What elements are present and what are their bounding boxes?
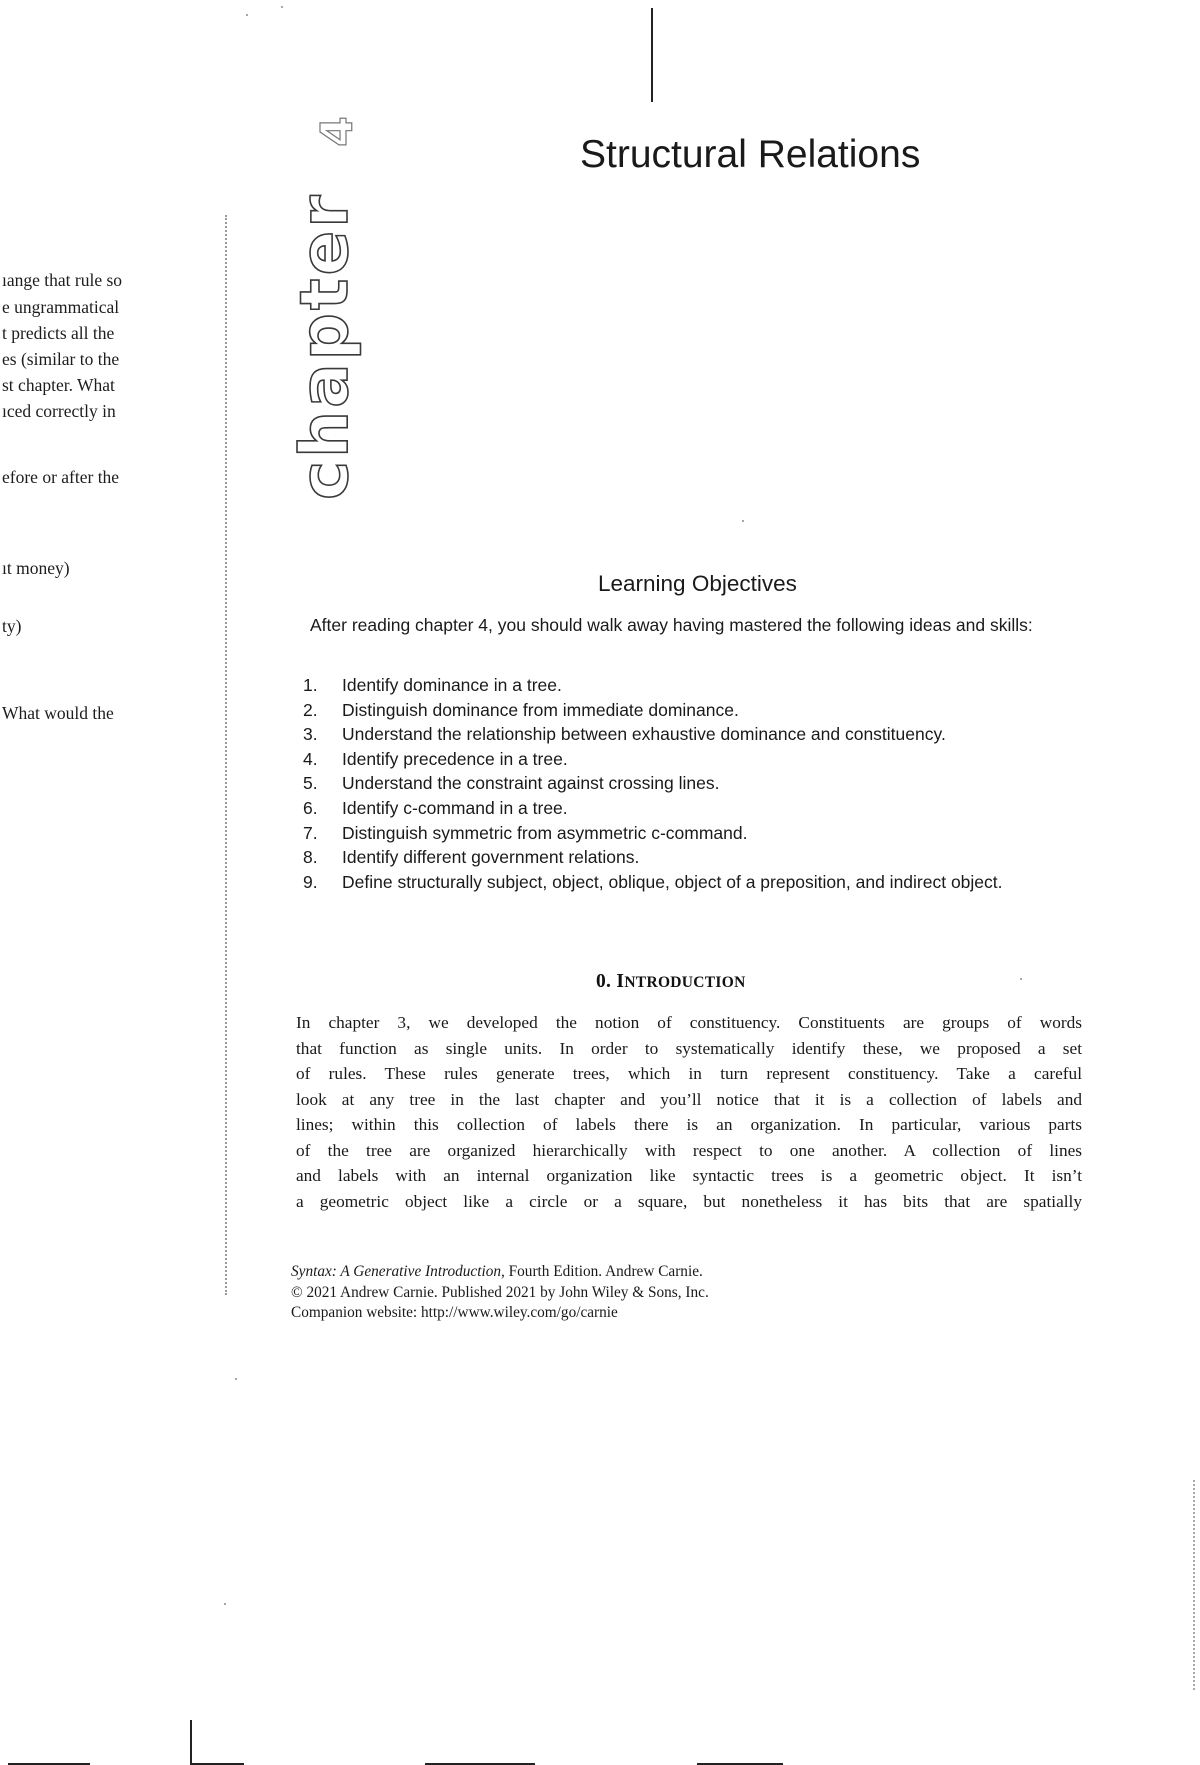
list-item-text: Distinguish dominance from immediate dominance.	[342, 699, 739, 720]
section-heading	[596, 971, 746, 993]
list-item	[303, 673, 1083, 698]
section-title-initial: I	[616, 971, 625, 992]
list-item-text: Define structurally subject, object, oblique, object of a preposition, and indirect object.	[342, 871, 1003, 892]
list-item-number: 1.	[303, 675, 318, 695]
left-page-fragment: e ungrammatical	[2, 297, 120, 317]
left-page-fragment: ty)	[2, 616, 22, 636]
section-number: 0.	[596, 971, 612, 992]
scan-speck	[1020, 978, 1022, 980]
book-title: Syntax: A Generative Introduction,	[291, 1263, 505, 1280]
left-page-fragment: es (similar to the	[2, 349, 120, 369]
chapter-title: Structural Relations	[580, 133, 921, 176]
body-line: of rules. These rules generate trees, which in turn represent constituency. Take a careful	[296, 1064, 1082, 1083]
list-item	[303, 698, 1083, 723]
body-line: lines; within this collection of labels there is an organization. In particular, various parts	[296, 1115, 1082, 1134]
left-page-fragment: ıced correctly in	[2, 401, 116, 421]
copyright-line-2: © 2021 Andrew Carnie. Published 2021 by John Wiley & Sons, Inc.	[291, 1283, 709, 1301]
left-page-fragment: What would the	[2, 703, 114, 723]
scan-speck	[235, 1378, 237, 1380]
list-item-text: Understand the relationship between exhaustive dominance and constituency.	[342, 724, 946, 745]
body-line: look at any tree in the last chapter and you’ll notice that it is a collection of labels and	[296, 1089, 1082, 1109]
scan-speck	[742, 520, 744, 522]
scan-speck	[281, 6, 283, 8]
section-title-smallcaps: NTRODUCTION	[624, 974, 746, 991]
copyright-line-3: Companion website: http://www.wiley.com/go/carnie	[291, 1304, 618, 1321]
copyright-block	[291, 1262, 991, 1324]
body-line: In chapter 3, we developed the notion of constituency. Constituents are groups of words	[296, 1013, 1082, 1032]
chapter-label: chapter	[286, 192, 363, 500]
list-item	[303, 747, 1083, 772]
list-item-text: Identify dominance in a tree.	[342, 675, 562, 695]
learning-objectives-heading: Learning Objectives	[598, 571, 797, 596]
body-line: of the tree are organized hierarchically with respect to one another. A collection of lines	[296, 1140, 1082, 1160]
left-page-fragment: efore or after the	[2, 467, 120, 487]
list-item-text: Identify c-command in a tree.	[342, 797, 568, 818]
list-item-number: 3.	[303, 724, 318, 745]
top-vertical-rule	[651, 8, 653, 102]
left-page-fragment: ıange that rule so	[2, 270, 123, 290]
list-item-text: Understand the constraint against crossing lines.	[342, 773, 720, 794]
body-line: that function as single units. In order to systematically identify these, we proposed a set	[296, 1038, 1082, 1058]
learning-objectives-intro: After reading chapter 4, you should walk away having mastered the following ideas and skills:	[310, 615, 1033, 635]
page-edge-shadow	[1193, 1480, 1195, 1690]
list-item-number: 8.	[303, 847, 318, 868]
list-item	[303, 870, 1083, 895]
book-edition: Fourth Edition. Andrew Carnie.	[504, 1263, 703, 1280]
list-item-text: Identify different government relations.	[342, 847, 640, 868]
list-item	[303, 771, 1083, 796]
list-item-number: 9.	[303, 871, 318, 892]
list-item-number: 2.	[303, 699, 318, 720]
list-item-text: Distinguish symmetric from asymmetric c-command.	[342, 822, 748, 843]
learning-objectives-list	[303, 673, 1083, 894]
gutter-corner-vertical	[190, 1720, 192, 1764]
body-line: and labels with an internal organization like syntactic trees is a geometric object. It isn’t	[296, 1166, 1082, 1185]
scan-speck	[246, 14, 248, 16]
gutter-shadow	[225, 215, 227, 1295]
body-paragraph	[296, 1010, 1082, 1214]
list-item	[303, 845, 1083, 870]
left-page-fragment: ıt money)	[2, 558, 70, 578]
list-item-number: 5.	[303, 773, 318, 794]
left-page-fragment: t predicts all the	[2, 323, 115, 343]
list-item	[303, 796, 1083, 821]
list-item-number: 6.	[303, 797, 318, 818]
list-item-number: 4.	[303, 748, 318, 769]
list-item	[303, 722, 1083, 747]
copyright-line-1	[291, 1262, 991, 1283]
list-item-text: Identify precedence in a tree.	[342, 748, 568, 769]
left-page-fragment: st chapter. What	[2, 375, 115, 395]
chapter-number: 4	[311, 116, 363, 147]
scan-speck	[224, 1603, 226, 1605]
list-item	[303, 821, 1083, 846]
list-item-number: 7.	[303, 822, 318, 843]
body-line: a geometric object like a circle or a square, but nonetheless it has bits that are spatially	[296, 1191, 1082, 1211]
